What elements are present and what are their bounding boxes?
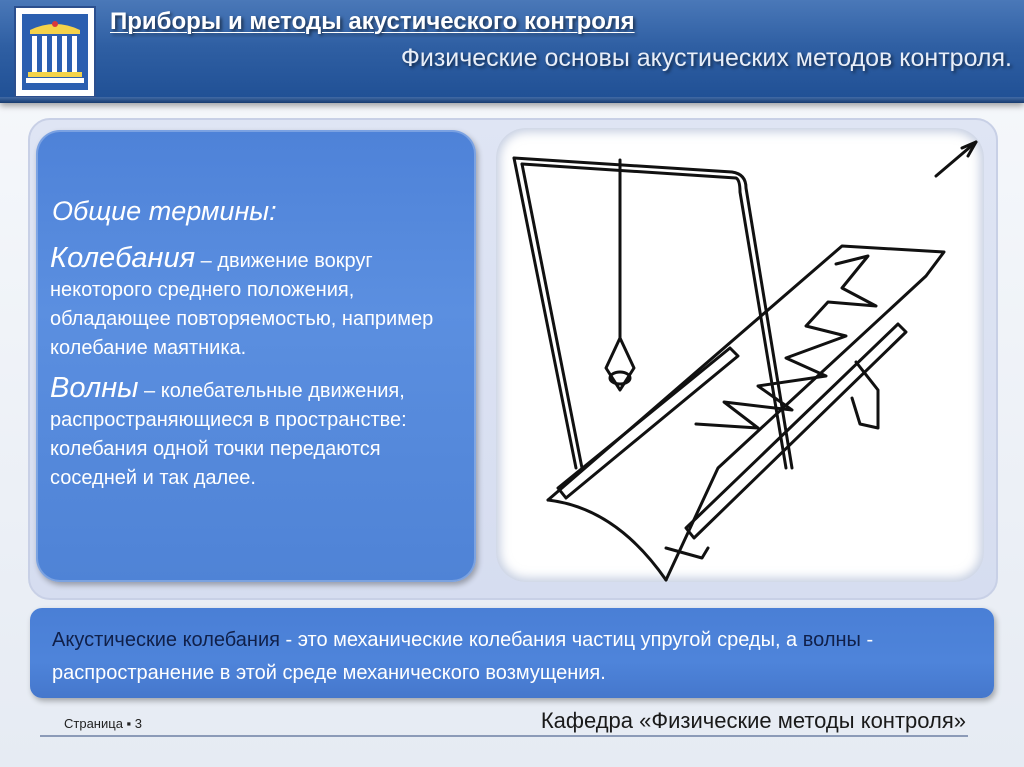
university-logo-icon — [14, 6, 96, 98]
department-name: Кафедра «Физические методы контроля» — [540, 708, 966, 733]
term-oscillations-word: Колебания — [50, 242, 196, 274]
acoustic-term: Акустические колебания — [52, 629, 280, 651]
footer-divider — [40, 735, 968, 737]
page-bullet: ▪ — [126, 716, 132, 731]
page-label-text: Страница — [64, 716, 123, 731]
terms-heading: Общие термины: — [52, 196, 277, 226]
waves-term: волны — [802, 629, 861, 651]
slide-subtitle: Физические основы акустических методов контроля. — [400, 44, 1012, 72]
pendulum-wave-diagram-icon — [496, 128, 984, 582]
acoustic-part1: - это механические колебания частиц упругой среды, а — [279, 629, 803, 651]
term-oscillations-definition: – движение вокруг некоторого среднего положения, обладающее повторяемостью, например колебание маятника. — [50, 250, 434, 359]
header-bar — [0, 0, 1024, 103]
page-number — [64, 716, 142, 731]
acoustic-definition-text — [52, 624, 982, 690]
term-waves-word: Волны — [50, 372, 139, 404]
term-oscillations — [50, 244, 470, 363]
illustration-panel — [496, 128, 984, 582]
term-waves — [50, 374, 470, 493]
slide-title: Приборы и методы акустического контроля — [110, 8, 635, 35]
acoustic-part2: - распространение в этой среде механического возмущения. — [52, 629, 874, 684]
page-number-value: 3 — [134, 716, 143, 731]
term-waves-definition: – колебательные движения, распространяющиеся в пространстве: колебания одной точки передаются соседней и так далее. — [50, 380, 407, 489]
